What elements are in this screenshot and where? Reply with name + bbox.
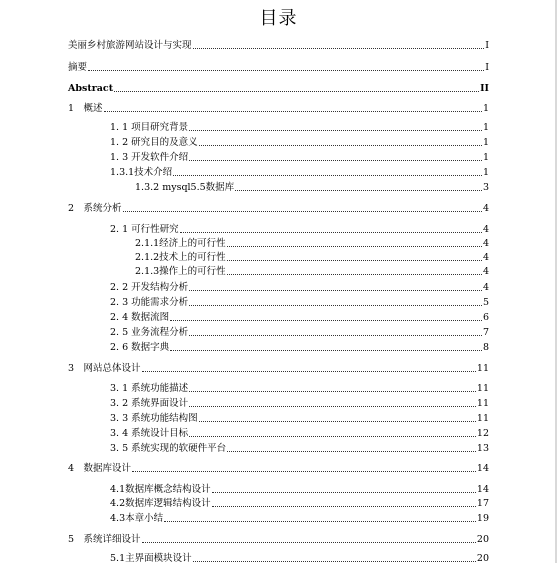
dot-leader (189, 435, 476, 437)
dot-leader (193, 560, 476, 562)
toc-entry-3-2[interactable] (110, 398, 489, 410)
toc-entry-page: 8 (482, 342, 489, 353)
toc-entry-label: 2. 3 功能需求分析 (110, 297, 189, 308)
dot-leader (170, 349, 482, 351)
toc-entry-label: 2. 2 开发结构分析 (110, 282, 189, 293)
toc-entry-page: 1 (482, 103, 489, 114)
toc-entry-2-2[interactable] (110, 282, 489, 294)
toc-entry-page: 12 (476, 428, 489, 439)
toc-entry-thesis-title[interactable] (68, 40, 489, 52)
dot-leader (189, 129, 482, 131)
toc-entry-label: 3. 1 系统功能描述 (110, 383, 189, 394)
toc-entry-label: 5 系统详细设计 (68, 534, 141, 545)
toc-entry-label: 4.3本章小结 (110, 513, 164, 524)
toc-entry-page: 4 (482, 266, 489, 277)
toc-entry-page: I (485, 62, 489, 73)
toc-entry-2-1-2[interactable] (135, 252, 489, 264)
toc-entry-page: 1 (482, 122, 489, 133)
toc-entry-page: 14 (476, 463, 489, 474)
dot-leader (114, 90, 479, 92)
dot-leader (212, 491, 476, 493)
dot-leader (123, 210, 482, 212)
toc-entry-label: 2. 5 业务流程分析 (110, 327, 189, 338)
toc-entry-4-2[interactable] (110, 498, 489, 510)
toc-entry-label: 3. 3 系统功能结构图 (110, 413, 198, 424)
toc-entry-page: 4 (482, 224, 489, 235)
toc-entry-label: 3. 4 系统设计目标 (110, 428, 189, 439)
toc-entry-label: 3. 2 系统界面设计 (110, 398, 189, 409)
dot-leader (88, 69, 484, 71)
toc-entry-label: 2. 4 数据流图 (110, 312, 170, 323)
toc-entry-1-3-2[interactable] (135, 182, 489, 194)
dot-leader (189, 289, 482, 291)
toc-entry-label: 1.3.2 mysql5.5数据库 (135, 182, 235, 193)
toc-entry-label: 2 系统分析 (68, 203, 122, 214)
toc-entry-label: 1. 3 开发软件介绍 (110, 152, 189, 163)
toc-entry-label: 4 数据库设计 (68, 463, 132, 474)
toc-entry-page: 4 (482, 203, 489, 214)
toc-entry-label: 4.1数据库概念结构设计 (110, 484, 211, 495)
toc-entry-page: 11 (476, 398, 489, 409)
toc-entry-page: 17 (476, 498, 489, 509)
toc-entry-label: 3 网站总体设计 (68, 363, 141, 374)
toc-entry-3-3[interactable] (110, 413, 489, 425)
dot-leader (142, 370, 476, 372)
dot-leader (142, 541, 476, 543)
toc-entry-label: 美丽乡村旅游网站设计与实现 (68, 40, 192, 51)
toc-entry-page: 14 (476, 484, 489, 495)
toc-entry-1-1[interactable] (110, 122, 489, 134)
toc-entry-page: 13 (476, 443, 489, 454)
toc-entry-2-3[interactable] (110, 297, 489, 309)
toc-entry-page: 11 (476, 363, 489, 374)
toc-entry-2-5[interactable] (110, 327, 489, 339)
toc-entry-3-5[interactable] (110, 443, 489, 455)
dot-leader (199, 144, 482, 146)
dot-leader (199, 420, 476, 422)
toc-entry-label: 2.1.3操作上的可行性 (135, 266, 226, 277)
toc-entry-chapter-3[interactable] (68, 363, 489, 375)
toc-entry-2-1-1[interactable] (135, 238, 489, 250)
toc-entry-page: 20 (476, 553, 489, 564)
dot-leader (189, 334, 482, 336)
toc-entry-page: 7 (482, 327, 489, 338)
toc-entry-page: 4 (482, 252, 489, 263)
dot-leader (189, 304, 482, 306)
dot-leader (235, 189, 482, 191)
toc-entry-abstract-cn[interactable] (68, 62, 489, 74)
page-title: 目录 (259, 8, 298, 29)
toc-entry-page: 11 (476, 413, 489, 424)
dot-leader (212, 505, 476, 507)
toc-entry-2-4[interactable] (110, 312, 489, 324)
dot-leader (227, 450, 476, 452)
toc-entry-4-1[interactable] (110, 484, 489, 496)
toc-entry-chapter-4[interactable] (68, 463, 489, 475)
toc-entry-page: 5 (482, 297, 489, 308)
toc-entry-page: 20 (476, 534, 489, 545)
dot-leader (227, 273, 482, 275)
toc-entry-chapter-5[interactable] (68, 534, 489, 546)
toc-entry-1-3-1[interactable] (110, 167, 489, 179)
toc-entry-page: 1 (482, 152, 489, 163)
toc-entry-label: 2. 1 可行性研究 (110, 224, 179, 235)
dot-leader (227, 245, 482, 247)
dot-leader (170, 319, 482, 321)
dot-leader (164, 520, 476, 522)
toc-entry-label: 5.1主界面模块设计 (110, 553, 192, 564)
toc-entry-page: 4 (482, 282, 489, 293)
toc-entry-label: 1.3.1技术介绍 (110, 167, 173, 178)
toc-entry-label: Abstract (68, 83, 114, 94)
toc-entry-page: II (480, 83, 489, 94)
toc-entry-page: 6 (482, 312, 489, 323)
toc-entry-1-3[interactable] (110, 152, 489, 164)
toc-entry-chapter-2[interactable] (68, 203, 489, 215)
toc-entry-5-1[interactable] (110, 553, 489, 565)
toc-entry-label: 1. 2 研究目的及意义 (110, 137, 198, 148)
toc-entry-3-1[interactable] (110, 383, 489, 395)
toc-entry-label: 4.2数据库逻辑结构设计 (110, 498, 211, 509)
dot-leader (189, 159, 482, 161)
dot-leader (189, 390, 476, 392)
dot-leader (173, 174, 482, 176)
dot-leader (189, 405, 476, 407)
toc-entry-page: 19 (476, 513, 489, 524)
toc-entry-label: 1. 1 项目研究背景 (110, 122, 189, 133)
toc-entry-label: 3. 5 系统实现的软硬件平台 (110, 443, 227, 454)
dot-leader (227, 259, 482, 261)
toc-entry-page: 1 (482, 167, 489, 178)
toc-entry-page: I (485, 40, 489, 51)
toc-entry-page: 1 (482, 137, 489, 148)
toc-entry-page: 4 (482, 238, 489, 249)
toc-entry-page: 3 (482, 182, 489, 193)
toc-entry-2-1-3[interactable] (135, 266, 489, 278)
dot-leader (193, 47, 485, 49)
toc-entry-2-1[interactable] (110, 224, 489, 236)
dot-leader (180, 231, 482, 233)
toc-entry-chapter-1[interactable] (68, 103, 489, 115)
toc-entry-label: 1 概述 (68, 103, 103, 114)
toc-entry-3-4[interactable] (110, 428, 489, 440)
toc-entry-label: 2.1.2技术上的可行性 (135, 252, 226, 263)
toc-entry-page: 11 (476, 383, 489, 394)
dot-leader (104, 110, 482, 112)
toc-entry-4-3[interactable] (110, 513, 489, 525)
toc-entry-label: 2. 6 数据字典 (110, 342, 170, 353)
toc-entry-abstract-en[interactable] (68, 83, 489, 95)
toc-entry-label: 2.1.1经济上的可行性 (135, 238, 226, 249)
dot-leader (132, 470, 476, 472)
toc-entry-label: 摘要 (68, 62, 88, 73)
toc-entry-1-2[interactable] (110, 137, 489, 149)
toc-entry-2-6[interactable] (110, 342, 489, 354)
